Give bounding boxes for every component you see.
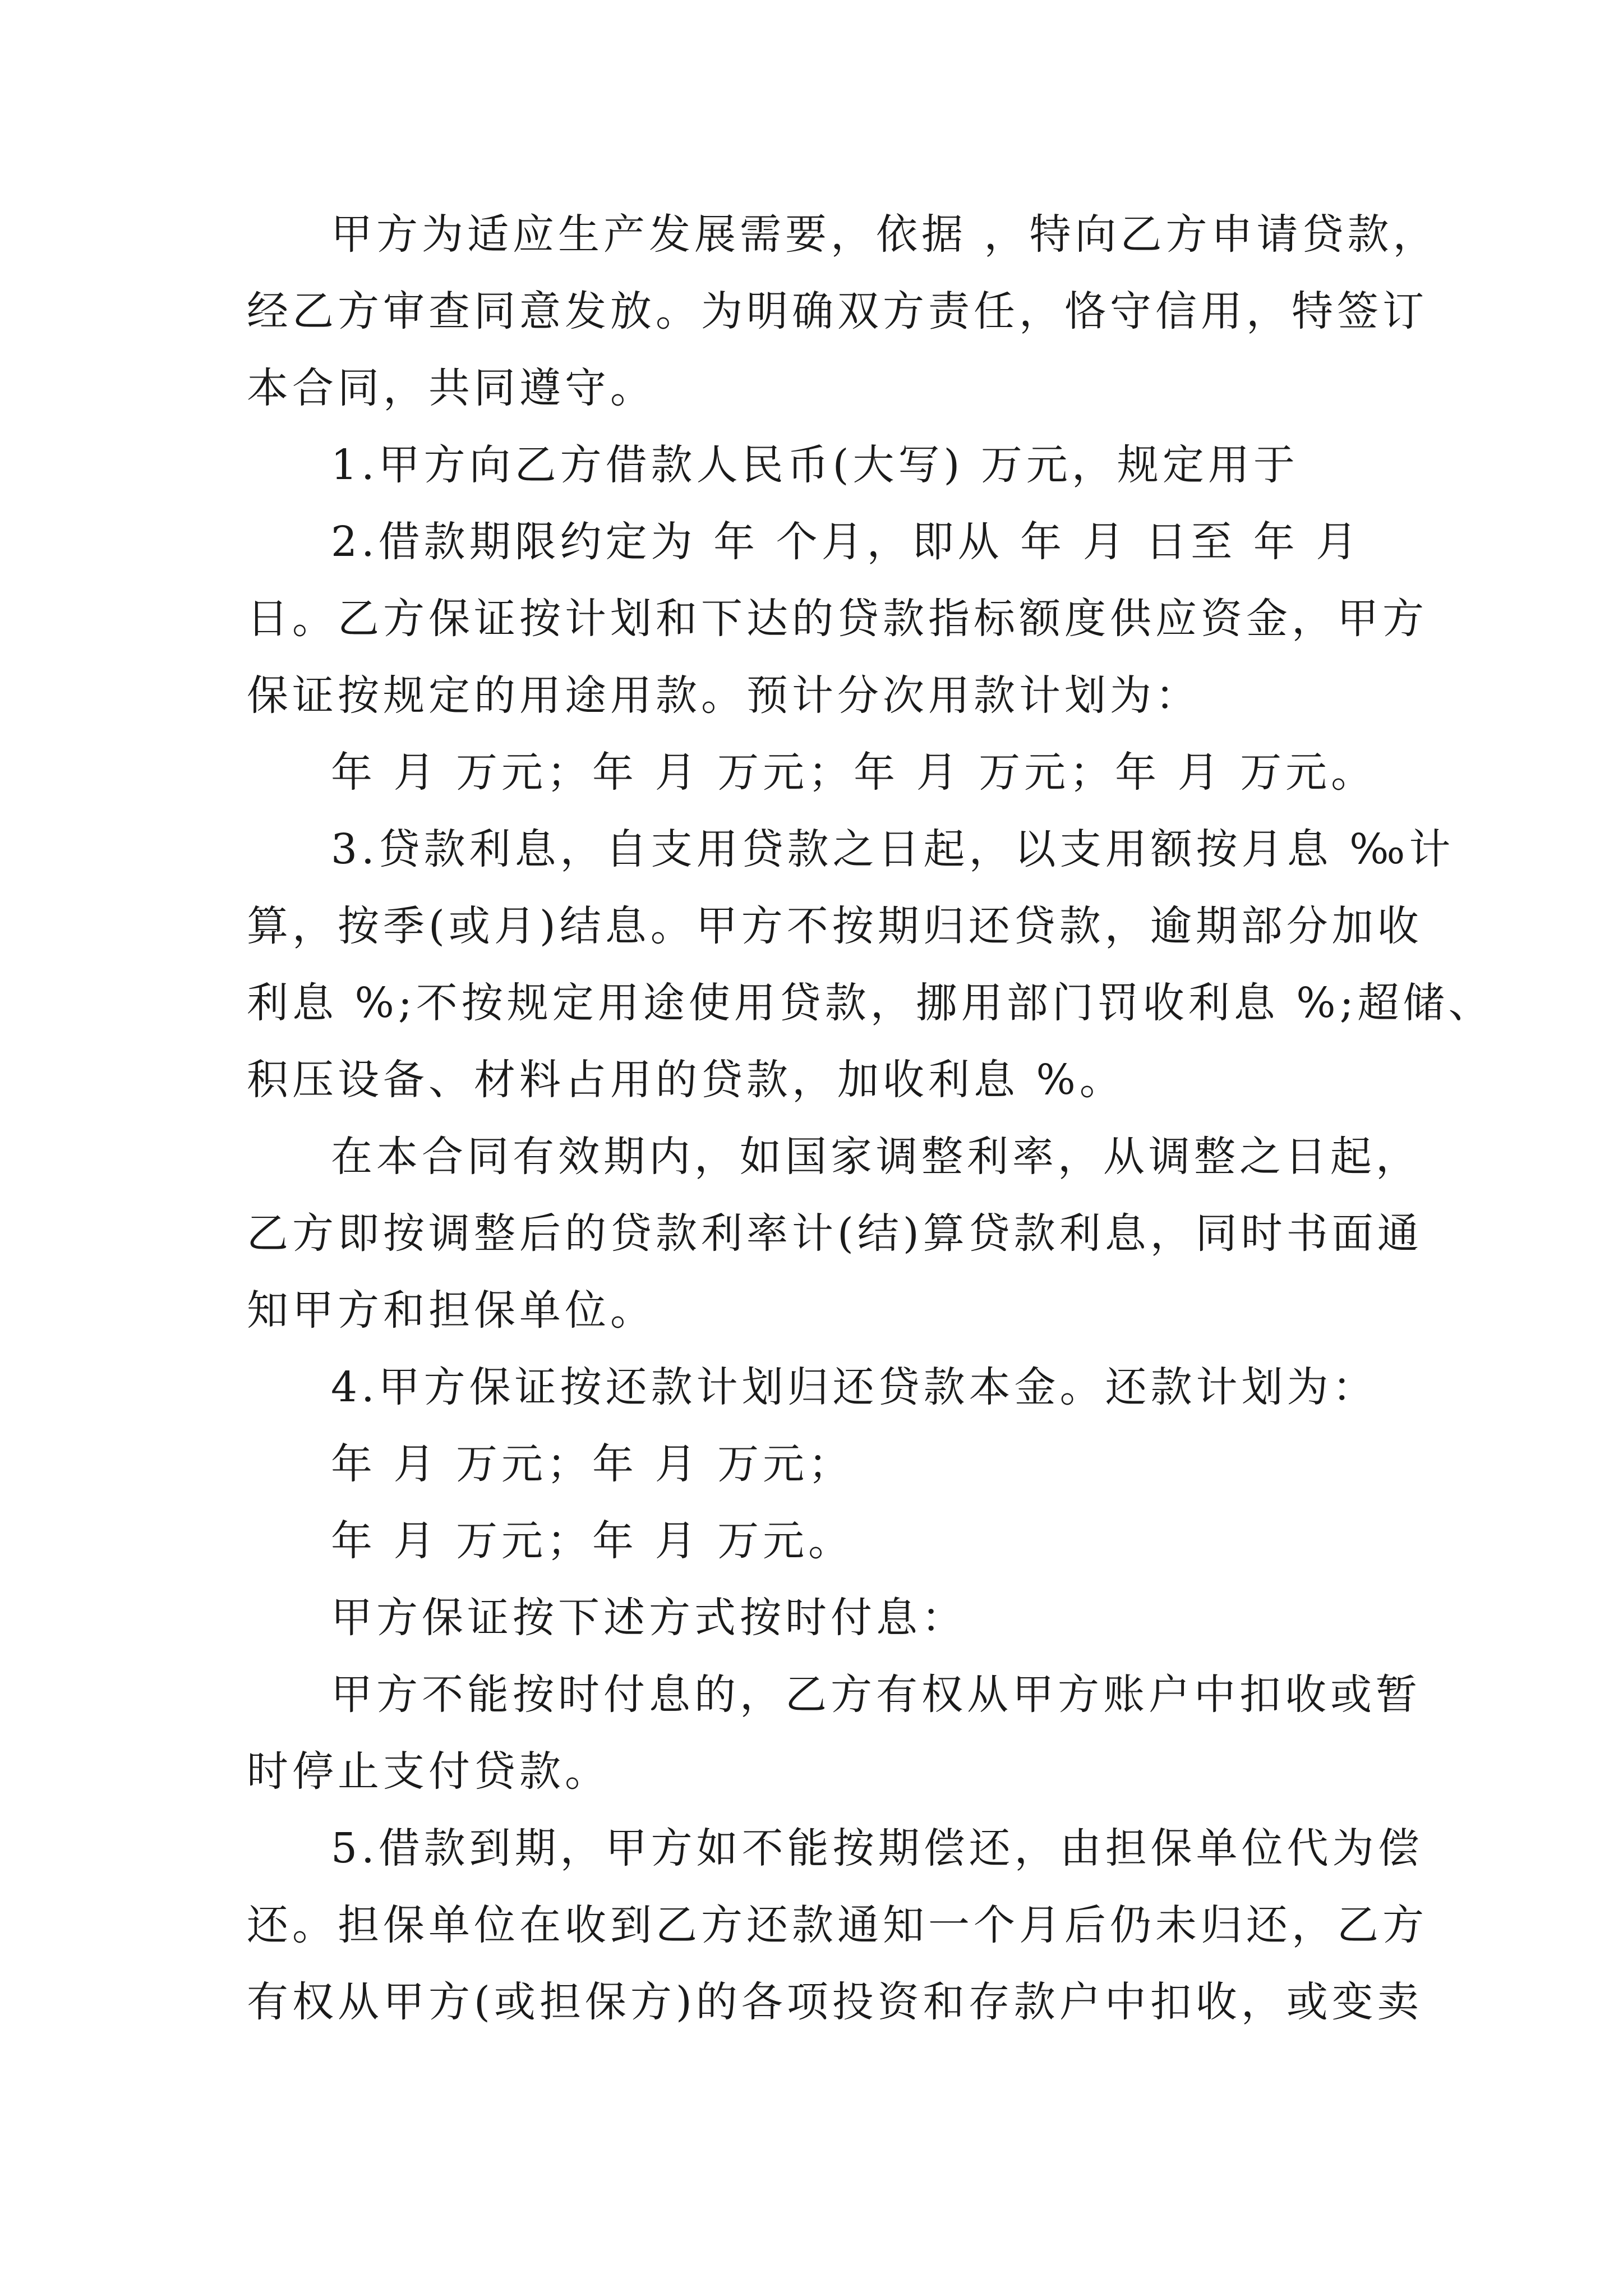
text-line: 利息 %;不按规定用途使用贷款，挪用部门罚收利息 %;超储、	[247, 979, 1494, 1027]
clause-5-line: 5.借款到期，甲方如不能按期偿还，由担保单位代为偿	[331, 1824, 1423, 1872]
text-line: 积压设备、材料占用的贷款，加收利息 %。	[247, 1056, 1125, 1104]
text-line: 年 月 万元；年 月 万元；年 月 万元；年 月 万元。	[331, 748, 1377, 797]
text-line: 甲方保证按下述方式按时付息：	[331, 1594, 967, 1642]
text-line: 算，按季(或月)结息。甲方不按期归还贷款，逾期部分加收	[247, 902, 1423, 950]
text-line: 年 月 万元；年 月 万元；	[331, 1440, 854, 1488]
text-line: 年 月 万元；年 月 万元。	[331, 1517, 854, 1565]
clause-4-line: 4.甲方保证按还款计划归还贷款本金。还款计划为：	[331, 1363, 1378, 1411]
text-line: 本合同，共同遵守。	[247, 364, 656, 412]
text-line: 甲方不能按时付息的，乙方有权从甲方账户中扣收或暂	[331, 1671, 1421, 1719]
text-line: 时停止支付贷款。	[247, 1747, 610, 1796]
text-line: 还。担保单位在收到乙方还款通知一个月后仍未归还，乙方	[247, 1901, 1428, 1949]
text-line: 在本合同有效期内，如国家调整利率，从调整之日起，	[331, 1133, 1421, 1181]
text-line: 经乙方审查同意发放。为明确双方责任，恪守信用，特签订	[247, 287, 1428, 335]
clause-3-line: 3.贷款利息，自支用贷款之日起，以支用额按月息 ‰计	[331, 825, 1455, 873]
document-page	[247, 196, 1494, 2041]
text-line: 日。乙方保证按计划和下达的贷款指标额度供应资金，甲方	[247, 595, 1428, 643]
text-line: 乙方即按调整后的贷款利率计(结)算贷款利息，同时书面通	[247, 1209, 1423, 1258]
clause-1-line: 1.甲方向乙方借款人民币(大写) 万元，规定用于	[331, 441, 1299, 489]
text-line: 保证按规定的用途用款。预计分次用款计划为：	[247, 671, 1201, 720]
text-line: 有权从甲方(或担保方)的各项投资和存款户中扣收，或变卖	[247, 1978, 1423, 2026]
text-line: 知甲方和担保单位。	[247, 1286, 656, 1335]
text-line: 甲方为适应生产发展需要，依据 ，特向乙方申请贷款，	[331, 210, 1438, 259]
clause-2-line: 2.借款期限约定为 年 个月，即从 年 月 日至 年 月	[331, 518, 1362, 566]
